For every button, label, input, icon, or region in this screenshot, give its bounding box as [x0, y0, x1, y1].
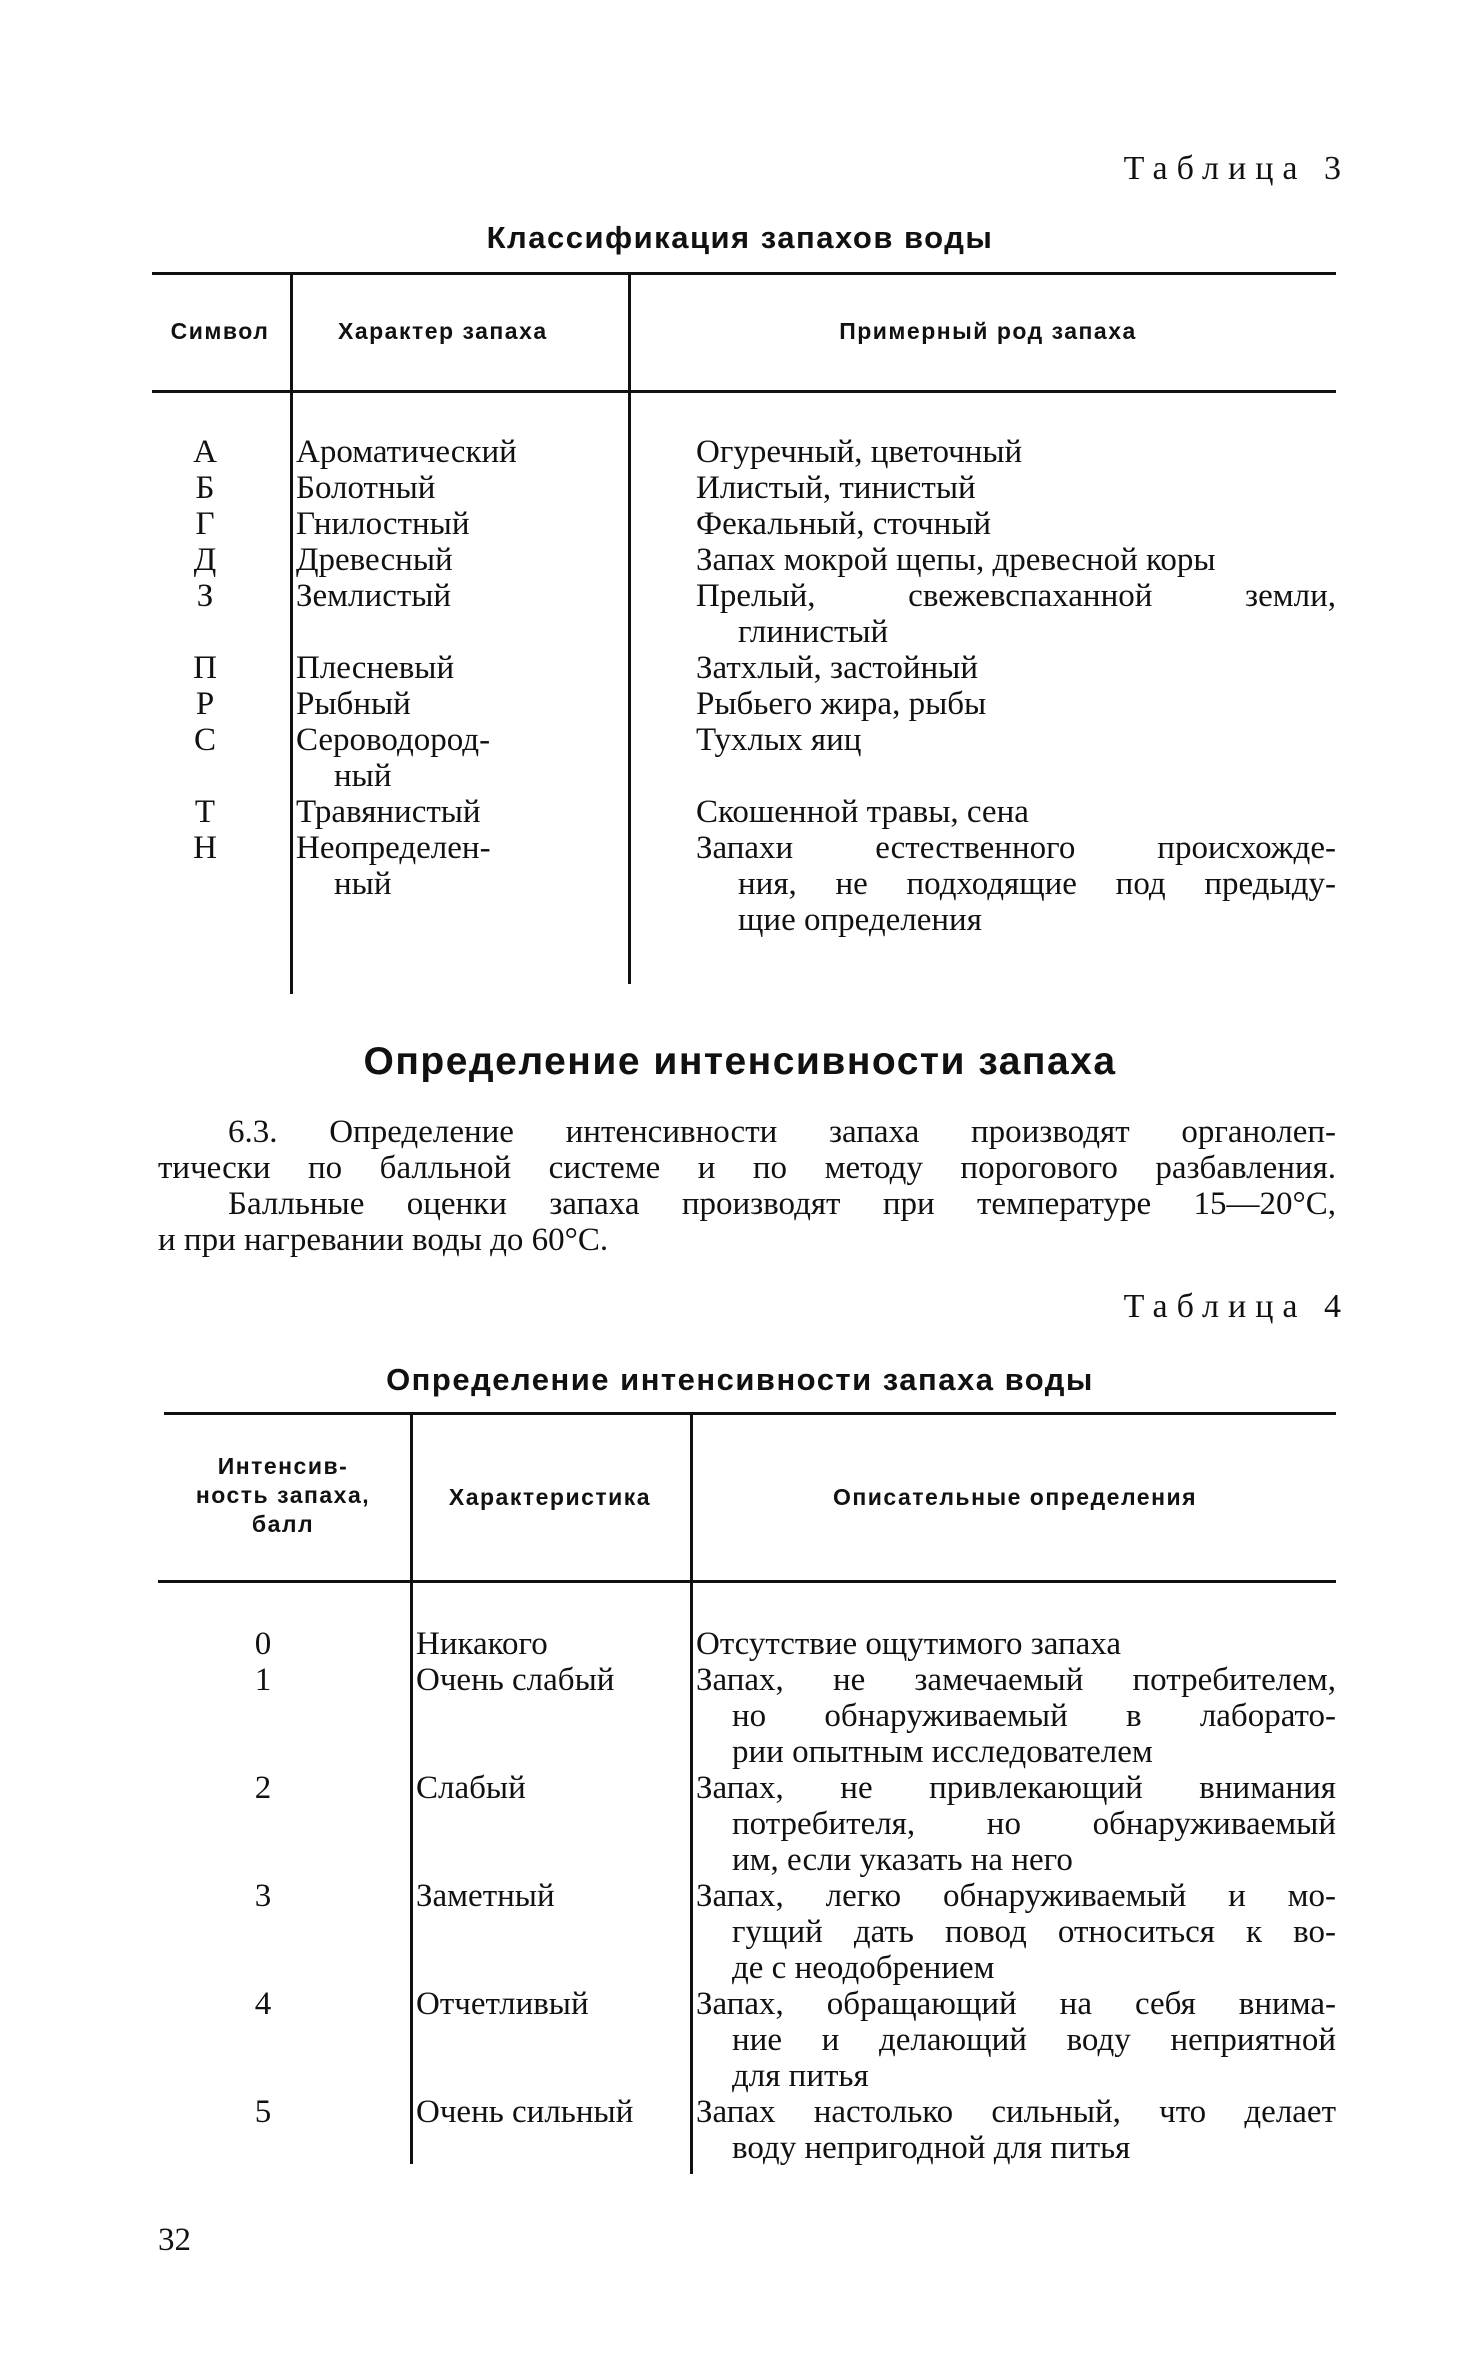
table3-character: Болотный: [296, 470, 436, 506]
table4-header-description: Описательные определения: [832, 1484, 1198, 1510]
page-number: 32: [158, 2222, 191, 2258]
table4-header-rule: [158, 1580, 1336, 1583]
table3-description: Затхлый, застойный: [696, 650, 979, 686]
table3-col-divider-1: [290, 272, 293, 994]
table3-description: Тухлых яиц: [696, 722, 862, 758]
table3-symbol: Б: [195, 470, 215, 506]
table4-score: 5: [254, 2094, 272, 2130]
table4-header-intensity: [158, 1452, 408, 1539]
paragraph-6-3: 6.3. Определение интенсивности запаха производят органолеп-: [228, 1114, 1336, 1150]
table4-header-intensity-line: балл: [251, 1511, 315, 1537]
table4-characteristic: Очень сильный: [416, 2094, 634, 2130]
table4-top-rule: [164, 1412, 1336, 1415]
table3-description: Фекальный, сточный: [696, 506, 992, 542]
table4-col-divider-1: [410, 1412, 413, 2164]
table4-description-cont: гущий дать повод относиться к во-: [732, 1914, 1336, 1950]
section-title: Определение интенсивности запаха: [363, 1040, 1117, 1083]
table4-score: 4: [254, 1986, 272, 2022]
table3-symbol: Т: [194, 794, 216, 830]
table3-character: Сероводород-: [296, 722, 491, 758]
table3-character: Неопределен-: [296, 830, 491, 866]
paragraph-6-3-cont: тически по балльной системе и по методу порогового разбавления.: [158, 1150, 1336, 1186]
table3-symbol: З: [196, 578, 214, 614]
table3-description: Запах мокрой щепы, древесной коры: [696, 542, 1216, 578]
table4-col-divider-2: [690, 1412, 693, 2174]
table3-description: Илистый, тинистый: [696, 470, 976, 506]
table3-description: Запахи естественного происхожде-: [696, 830, 1336, 866]
table4-description-cont: де с неодобрением: [732, 1950, 995, 1986]
table4-header-intensity-line: Интенсив-: [217, 1453, 349, 1479]
table4-score: 0: [254, 1626, 272, 1662]
table4-characteristic: Никакого: [416, 1626, 548, 1662]
table4-characteristic: Слабый: [416, 1770, 526, 1806]
table4-description-cont: рии опытным исследователем: [732, 1734, 1153, 1770]
table3-col-divider-2: [628, 272, 631, 984]
table4-characteristic: Отчетливый: [416, 1986, 589, 2022]
table4-description-cont: но обнаруживаемый в лаборато-: [732, 1698, 1336, 1734]
table4-score: 1: [254, 1662, 272, 1698]
table3-description-cont: глинистый: [738, 614, 889, 650]
table3-header-rule: [152, 390, 1336, 393]
table4-characteristic: Очень слабый: [416, 1662, 615, 1698]
table4-description: Запах настолько сильный, что делает: [696, 2094, 1336, 2130]
table3-symbol: А: [193, 434, 217, 470]
table3-symbol: Н: [193, 830, 217, 866]
table3-character: Ароматический: [296, 434, 517, 470]
table4-description-cont: воду непригодной для питья: [732, 2130, 1131, 2166]
paragraph-scoring-cont: и при нагревании воды до 60°С.: [158, 1222, 609, 1258]
table3-symbol: Г: [195, 506, 215, 542]
table4-description-cont: ние и делающий воду неприятной: [732, 2022, 1336, 2058]
table4-description: Запах, не замечаемый потребителем,: [696, 1662, 1336, 1698]
table3-description: Рыбьего жира, рыбы: [696, 686, 987, 722]
table3-header-character: Характер запаха: [338, 318, 548, 344]
table4-description: Отсутствие ощутимого запаха: [696, 1626, 1122, 1662]
table3-description-cont: щие определения: [738, 902, 982, 938]
table4-description-cont: им, если указать на него: [732, 1842, 1073, 1878]
table3-description-cont: ния, не подходящие под предыду-: [738, 866, 1336, 902]
table4-description-cont: для питья: [732, 2058, 869, 2094]
table3-description: Огуречный, цветочный: [696, 434, 1023, 470]
paragraph-scoring: Балльные оценки запаха производят при температуре 15—20°С,: [228, 1186, 1336, 1222]
table3-character: Плесневый: [296, 650, 455, 686]
table3-character-cont: ный: [334, 866, 392, 902]
table4-description: Запах, легко обнаруживаемый и мо-: [696, 1878, 1336, 1914]
table4-header-intensity-line: ность запаха,: [195, 1482, 371, 1508]
table4-title: Определение интенсивности запаха воды: [386, 1362, 1094, 1397]
table3-symbol: С: [193, 722, 216, 758]
table3-label: Таблица 3: [1123, 150, 1350, 187]
table3-header-type: Примерный род запаха: [839, 318, 1137, 344]
table4-header-characteristic: Характеристика: [448, 1484, 652, 1510]
table4-description-cont: потребителя, но обнаруживаемый: [732, 1806, 1336, 1842]
table3-top-rule: [152, 272, 1336, 275]
table3-title: Классификация запахов воды: [486, 220, 994, 255]
table3-description: Скошенной травы, сена: [696, 794, 1029, 830]
table3-symbol: Д: [193, 542, 217, 578]
table4-description: Запах, не привлекающий внимания: [696, 1770, 1336, 1806]
table4-score: 2: [254, 1770, 272, 1806]
table3-character: Древесный: [296, 542, 453, 578]
table3-character: Землистый: [296, 578, 452, 614]
table3-header-symbol: Символ: [170, 318, 270, 344]
table3-symbol: П: [193, 650, 217, 686]
table3-character: Рыбный: [296, 686, 411, 722]
table3-character: Травянистый: [296, 794, 481, 830]
table3-character: Гнилостный: [296, 506, 470, 542]
table3-symbol: Р: [195, 686, 215, 722]
table3-character-cont: ный: [334, 758, 392, 794]
table4-description: Запах, обращающий на себя внима-: [696, 1986, 1336, 2022]
table4-label: Таблица 4: [1123, 1288, 1350, 1325]
table4-characteristic: Заметный: [416, 1878, 555, 1914]
table3-description: Прелый, свежевспаханной земли,: [696, 578, 1336, 614]
table4-score: 3: [254, 1878, 272, 1914]
